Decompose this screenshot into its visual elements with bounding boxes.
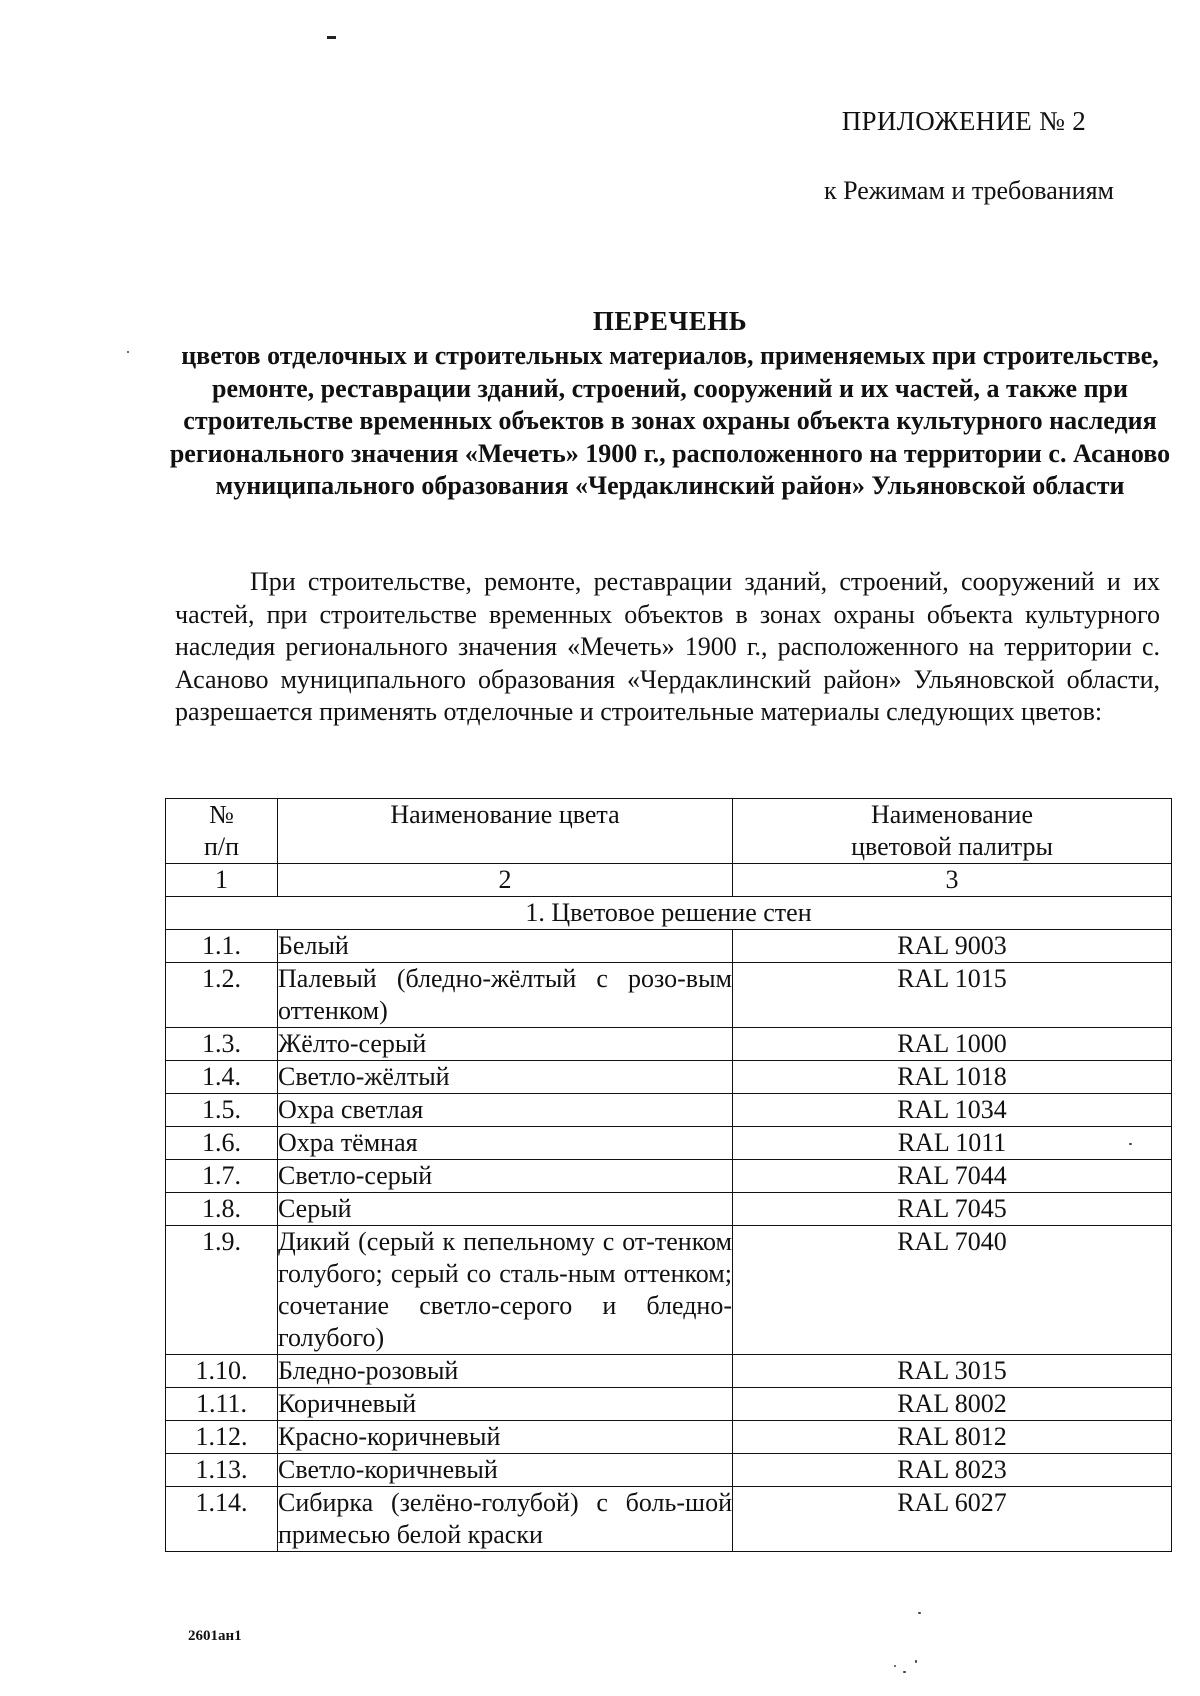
row-palette-code: RAL 7044 (733, 1160, 1172, 1193)
row-color-name: Светло-жёлтый (278, 1061, 733, 1094)
row-palette-code: RAL 3015 (733, 1355, 1172, 1388)
row-palette-code: RAL 1034 (733, 1094, 1172, 1127)
header-number (166, 799, 278, 864)
section-title: 1. Цветовое решение стен (166, 897, 1172, 930)
scan-speck (127, 351, 129, 353)
header-color-name: Наименование цвета (278, 799, 733, 864)
row-color-name: Серый (278, 1193, 733, 1226)
table-row (166, 1094, 1172, 1127)
row-number: 1.9. (166, 1226, 278, 1355)
row-color-name: Светло-коричневый (278, 1454, 733, 1487)
row-number: 1.8. (166, 1193, 278, 1226)
row-color-name: Красно-коричневый (278, 1421, 733, 1454)
row-palette-code: RAL 1015 (733, 963, 1172, 1028)
row-palette-code: RAL 7040 (733, 1226, 1172, 1355)
row-palette-code: RAL 6027 (733, 1487, 1172, 1552)
table-row (166, 1160, 1172, 1193)
row-color-name: Бледно-розовый (278, 1355, 733, 1388)
row-number: 1.10. (166, 1355, 278, 1388)
header-number-line2: п/п (203, 832, 240, 861)
row-number: 1.12. (166, 1421, 278, 1454)
table-row (166, 1226, 1172, 1355)
column-index: 1 (166, 864, 278, 897)
table-row (166, 1193, 1172, 1226)
row-number: 1.1. (166, 930, 278, 963)
column-index-row (166, 864, 1172, 897)
row-number: 1.2. (166, 963, 278, 1028)
document-subtitle: цветов отделочных и строительных материалов, применяемых при строительстве, ремонте, реставрации зданий, строений, сооружений и их частей, а также при строительстве временных объектов в зонах охраны объекта культурного наследия регионального значения «Мечеть» 1900 г., расположенного на территории с. Асаново муниципального образования «Чердаклинский район» Ульяновской области (169, 341, 1171, 500)
annex-subtitle: к Режимам и требованиям (823, 176, 1114, 205)
row-palette-code: RAL 9003 (733, 930, 1172, 963)
row-number: 1.14. (166, 1487, 278, 1552)
row-palette-code: RAL 8023 (733, 1454, 1172, 1487)
row-color-name: Коричневый (278, 1388, 733, 1421)
annex-title: ПРИЛОЖЕНИЕ № 2 (841, 106, 1086, 136)
colors-table (165, 798, 1172, 1552)
header-palette-line2: цветовой палитры (851, 832, 1053, 861)
row-palette-code: RAL 1011 (733, 1127, 1172, 1160)
row-color-name: Охра тёмная (278, 1127, 733, 1160)
row-number: 1.4. (166, 1061, 278, 1094)
table-row (166, 930, 1172, 963)
table-row (166, 963, 1172, 1028)
table-row (166, 1421, 1172, 1454)
section-row (166, 897, 1172, 930)
scan-speck (918, 1612, 921, 1614)
table-row (166, 1127, 1172, 1160)
row-palette-code: RAL 7045 (733, 1193, 1172, 1226)
row-color-name: Светло-серый (278, 1160, 733, 1193)
row-number: 1.6. (166, 1127, 278, 1160)
table-header-row (166, 799, 1172, 864)
scan-speck (1129, 1143, 1132, 1145)
document-code: 2601ан1 (188, 1628, 242, 1644)
header-palette-line1: Наименование (871, 800, 1033, 829)
document-title: ПЕРЕЧЕНЬ (592, 306, 748, 336)
scan-mark (327, 36, 336, 39)
table-row (166, 1028, 1172, 1061)
scan-speck (915, 1660, 917, 1663)
row-palette-code: RAL 1018 (733, 1061, 1172, 1094)
scan-speck (894, 1665, 896, 1667)
column-index: 3 (733, 864, 1172, 897)
row-palette-code: RAL 1000 (733, 1028, 1172, 1061)
row-color-name: Дикий (серый к пепельному с от-тенком голубого; серый со сталь-ным оттенком; сочетание светло-серого и бледно-голубого) (278, 1226, 733, 1355)
row-color-name: Палевый (бледно-жёлтый с розо-вым оттенком) (278, 963, 733, 1028)
table-row (166, 1388, 1172, 1421)
row-number: 1.3. (166, 1028, 278, 1061)
header-number-line1: № (209, 800, 234, 829)
table-row (166, 1355, 1172, 1388)
table-row (166, 1061, 1172, 1094)
row-palette-code: RAL 8002 (733, 1388, 1172, 1421)
table-row (166, 1454, 1172, 1487)
column-index: 2 (278, 864, 733, 897)
table-row (166, 1487, 1172, 1552)
row-color-name: Сибирка (зелёно-голубой) с боль-шой примесью белой краски (278, 1487, 733, 1552)
row-number: 1.7. (166, 1160, 278, 1193)
row-number: 1.11. (166, 1388, 278, 1421)
header-palette (733, 799, 1172, 864)
row-palette-code: RAL 8012 (733, 1421, 1172, 1454)
row-color-name: Охра светлая (278, 1094, 733, 1127)
row-number: 1.13. (166, 1454, 278, 1487)
row-number: 1.5. (166, 1094, 278, 1127)
row-color-name: Белый (278, 930, 733, 963)
scan-speck (903, 1671, 906, 1673)
intro-paragraph: При строительстве, ремонте, реставрации зданий, строений, сооружений и их частей, при строительстве временных объектов в зонах охраны объекта культурного наследия регионального значения «Мечеть» 1900 г., расположенного на территории с. Асаново муниципального образования «Чердаклинский район» Ульяновской области, разрешается применять отделочные и строительные материалы следующих цветов: (175, 567, 1160, 726)
row-color-name: Жёлто-серый (278, 1028, 733, 1061)
